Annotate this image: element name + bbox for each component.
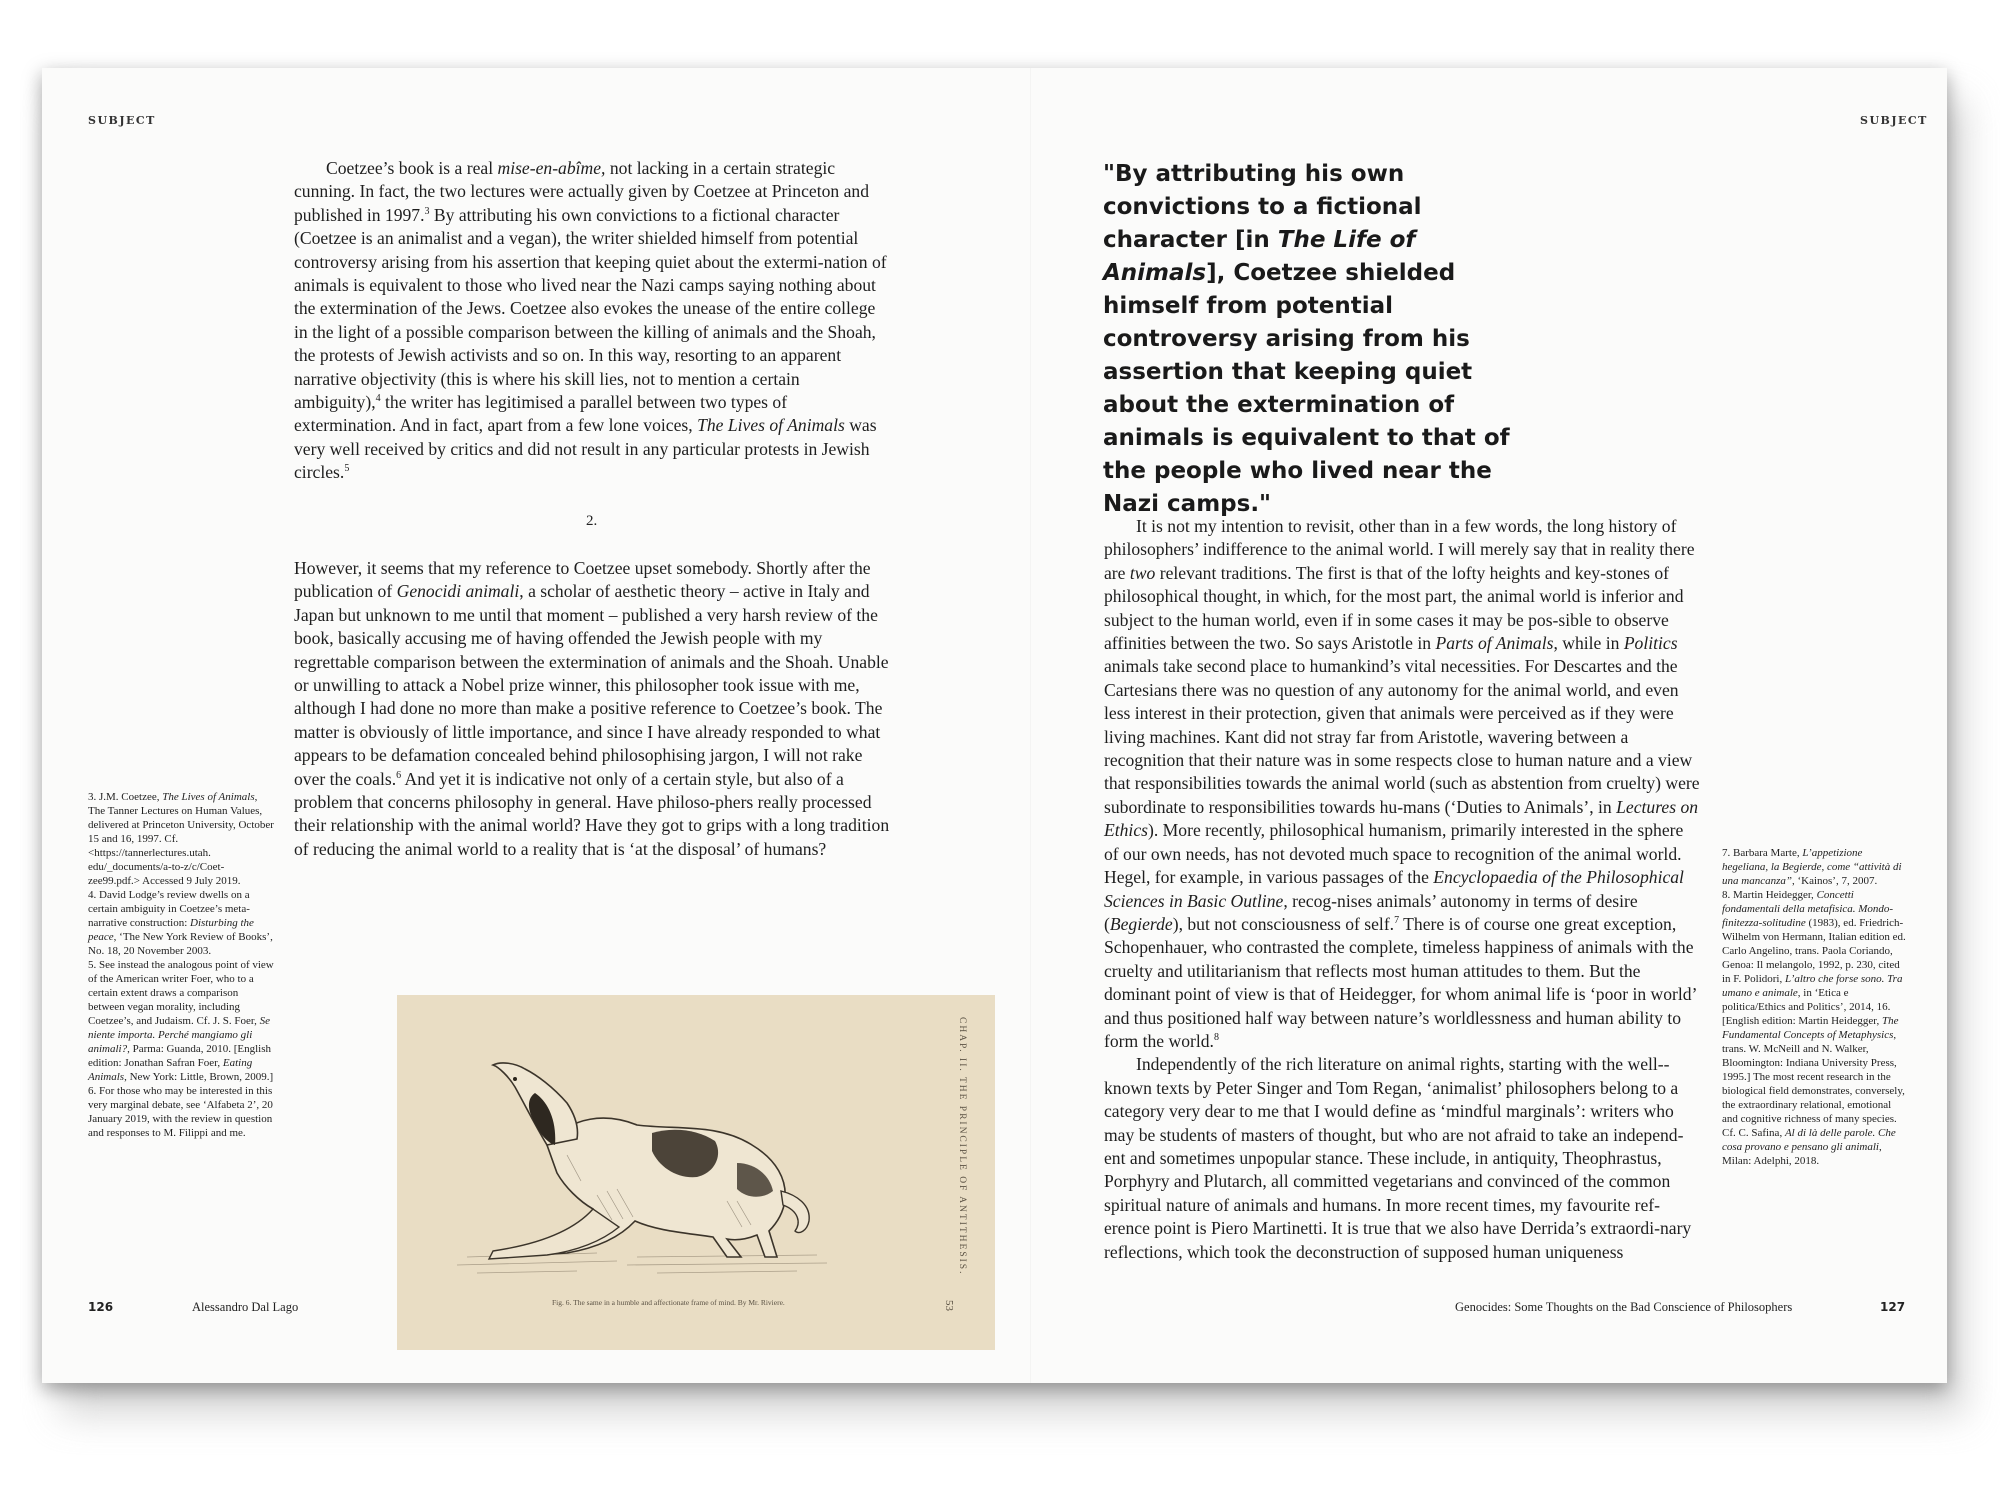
plate-side-heading: CHAP. II. THE PRINCIPLE OF ANTITHESIS. — [957, 1017, 967, 1276]
left-running-header: SUBJECT — [88, 114, 156, 127]
right-footnotes — [1722, 846, 1908, 1168]
plate-caption: Fig. 6. The same in a humble and affectionate frame of mind. By Mr. Riviere. — [552, 1298, 785, 1307]
left-paragraph-1: Coetzee’s book is a real mise-en-abîme, not lacking in a certain strategic cunning. In fact, the two lectures were actually given by Coetzee at Princeton and published in 1997.$^3$ By attributing his own convictions to a fictional character (Coetzee is an animalist and a vegan), the writer shielded himself from potential controversy arising from his assertion that keeping quiet about the extermi-nation of animals is equivalent to those who lived near the Nazi camps saying nothing about the extermination of the Jews. Coetzee also evokes the unease of the entire college in the light of a possible comparison between the killing of animals and the Shoah, the protests of Jewish activists and so on. In this way, resorting to an apparent narrative objectivity (this is where his skill lies, not to mention a certain ambiguity),$^4$ the writer has legitimised a parallel between two types of extermination. And in fact, apart from a few lone voices, The Lives of Animals was very well received by critics and did not result in any particular protests in Jewish circles.$^5$ — [294, 158, 887, 483]
plate-page-number: 53 — [943, 1300, 955, 1311]
right-running-header: SUBJECT — [1860, 114, 1928, 127]
left-page-number: 126 — [88, 1300, 114, 1314]
footnote-5: 5. See instead the analogous point of view of the American writer Foer, who to a certain extent draws a comparison between vegan morality, including Coetzee’s, and Judaism. Cf. J. S. Foer, Se niente importa. Perché mangiamo gli animali?, Parma: Guanda, 2010. [English edition: Jonathan Safran Foer, Eating Animals, New York: Little, Brown, 2009.] — [88, 959, 274, 1083]
left-paragraph-2: However, it seems that my reference to Coetzee upset somebody. Shortly after the publication of Genocidi animali, a scholar of aesthetic theory – active in Italy and Japan but unknown to me until that moment – published a very harsh review of the book, basically accusing me of having offended the Jewish people with my regrettable comparison between the extermination of animals and the Shoah. Unable or unwilling to attack a Nobel prize winner, this philosopher took issue with me, although I had done no more than make a positive reference to Coetzee’s book. The matter is obviously of little importance, and since I have already responded to what appears to be defamation concealed behind philosophising jargon, I will not rake over the coals.$^6$ And yet it is indicative not only of a certain style, but also of a problem that concerns philosophy in general. Have philoso-phers really processed their relationship with the animal world? Have they got to grips with a long tradition of reducing the animal world to a reality that is ‘at the disposal’ of humans? — [294, 558, 890, 859]
right-page-number: 127 — [1880, 1300, 1906, 1314]
dog-engraving-plate — [397, 995, 995, 1350]
right-paragraph-2: Independently of the rich literature on animal rights, starting with the well--known texts by Peter Singer and Tom Regan, ‘animalist’ philosophers belong to a category very dear to me that I would define as ‘mindful marginals’: writers who may be students of masters of thought, but who are not afraid to take an independ-ent and sometimes unpopular stance. These include, in antiquity, Theophrastus, Porphyry and Plutarch, all committed vegetarians and convinced of the common spiritual nature of animals and humans. In more recent times, my favourite ref-erence point is Piero Martinetti. It is true that we also have Derrida’s extraordi-nary reflections, which took the deconstruction of supposed human uniqueness — [1104, 1054, 1692, 1262]
footnote-6: 6. For those who may be interested in this very marginal debate, see ‘Alfabeta 2’, 20 January 2019, with the review in question and responses to M. Filippi and me. — [88, 1085, 273, 1139]
footnote-4: 4. David Lodge’s review dwells on a certain ambiguity in Coetzee’s meta-narrative construction: Disturbing the peace, ‘The New York Review of Books’, No. 18, 20 November 2003. — [88, 889, 273, 957]
book-gutter — [1030, 68, 1031, 1383]
author-name: Alessandro Dal Lago — [192, 1300, 299, 1314]
left-body-block-1 — [294, 157, 890, 485]
dog-engraving-illustration — [397, 995, 995, 1350]
right-body-block — [1104, 515, 1700, 1264]
section-number: 2. — [586, 513, 598, 529]
left-footnotes — [88, 790, 276, 1140]
right-paragraph-1: It is not my intention to revisit, other than in a few words, the long history of philosophers’ indifference to the animal world. I will merely say that in reality there are two relevant traditions. The first is that of the lofty heights and key-stones of philosophical thought, in which, for the most part, the animal world is inferior and subject to the human world, even if in some cases it may be pos-sible to observe affinities between the two. So says Aristotle in Parts of Animals, while in Politics animals take second place to humankind’s vital necessities. For Descartes and the Cartesians there was no question of any autonomy for the animal world, and even less interest in their protection, given that animals were perceived as if they were living machines. Kant did not stray far from Aristotle, wavering between a recognition that their nature was in some respects close to human nature and a view that responsibilities towards the animal world (such as abstention from cruelty) were subordinate to responsibilities towards hu-mans (‘Duties to Animals’, in Lectures on Ethics). More recently, philosophical humanism, primarily interested in the sphere of our own needs, has not devoted much space to recognition of the animal world. Hegel, for example, in various passages of the Encyclopaedia of the Philosophical Sciences in Basic Outline, recog-nises animals’ autonomy in terms of desire (Begierde), but not consciousness of self.$^7$ There is of course one great exception, Schopenhauer, who contrasted the complete, timeless happiness of animals with the cruelty and utilitarianism that reflects most human attitudes to them. But the dominant point of view is that of Heidegger, for whom animal life is ‘poor in world’ and thus positioned half way between nature’s worldlessness and human ability to form the world.$^8$ — [1104, 516, 1700, 1051]
running-title: Genocides: Some Thoughts on the Bad Conscience of Philosophers — [1455, 1300, 1793, 1314]
left-body-block-2 — [294, 557, 890, 861]
footnote-8: 8. Martin Heidegger, Concetti fondamentali della metafisica. Mondo-finitezza-solitudine (1983), ed. Friedrich-Wilhelm von Hermann, Italian edition ed. Carlo Angelino, trans. Paola Coriando, Genoa: Il melangolo, 1992, p. 230, cited in F. Polidori, L’altro che forse sono. Tra umano e animale, in ‘Etica e politica/Ethics and Politics’, 2014, 16. [English edition: Martin Heidegger, The Fundamental Concepts of Metaphysics, trans. W. McNeill and N. Walker, Bloomington: Indiana University Press, 1995.] The most recent research in the biological field demonstrates, conversely, the extraordinary relational, emotional and cognitive richness of many species. Cf. C. Safina, Al di là delle parole. Che cosa provano e pensano gli animali, Milan: Adelphi, 2018. — [1722, 889, 1906, 1167]
pull-quote: "By attributing his own convictions to a fictional character [in The Life of Animals], Coetzee shielded himself from potential controversy arising from his assertion that keeping quiet about the extermination of animals is equivalent to that of the people who lived near the Nazi camps." — [1103, 161, 1510, 517]
footnote-3: 3. J.M. Coetzee, The Lives of Animals, The Tanner Lectures on Human Values, delivered at Princeton University, October 15 and 16, 1997. Cf. <https://tannerlectures.utah. edu/_documents/a-to-z/c/Coet-zee99.pdf.> Accessed 9 July 2019. — [88, 791, 274, 887]
footnote-7: 7. Barbara Marte, L’appetizione hegeliana, la Begierde, come “attività di una mancanza”, ‘Kainos’, 7, 2007. — [1722, 847, 1902, 887]
